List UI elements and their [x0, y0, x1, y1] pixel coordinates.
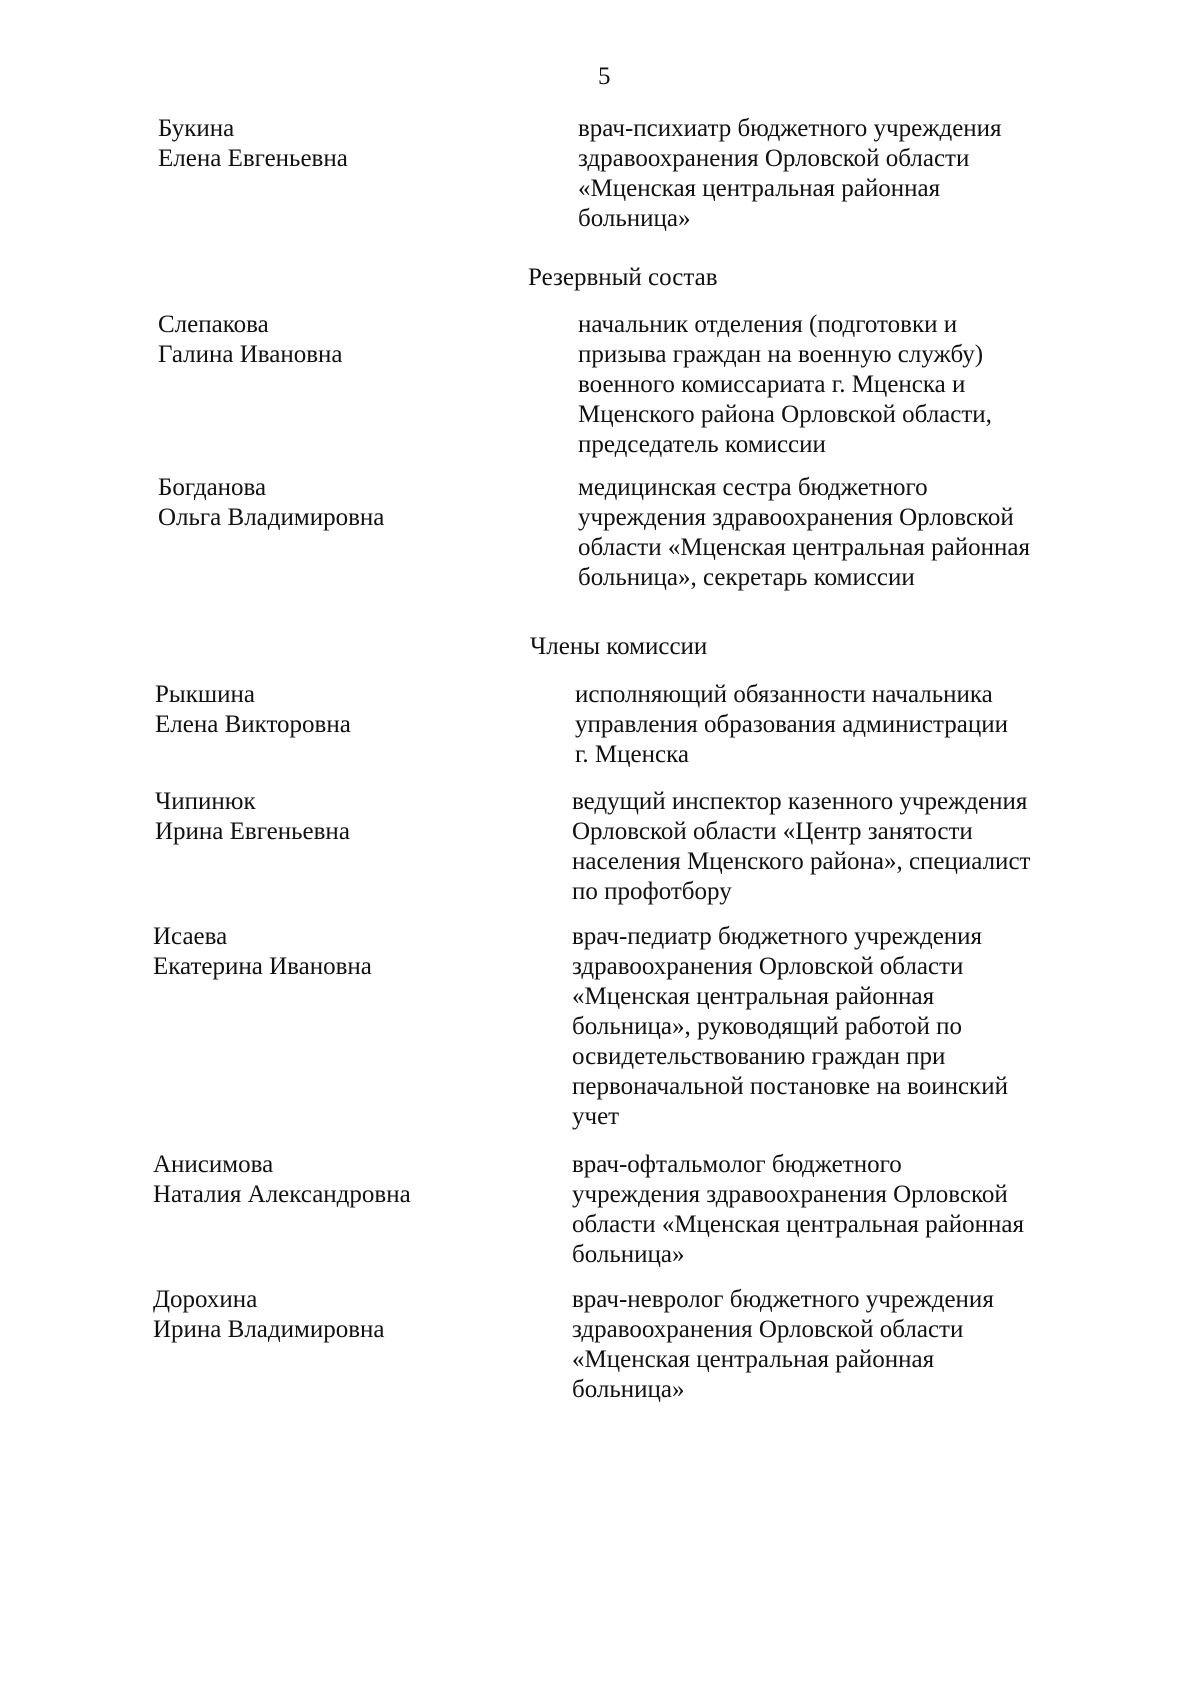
member-name: Слепакова Галина Ивановна	[158, 311, 343, 368]
member-position: исполняющий обязанности начальника управления образования администрации г. Мценска	[575, 681, 1008, 768]
member-name: Чипинюк Ирина Евгеньевна	[155, 788, 350, 845]
member-name: Букина Елена Евгеньевна	[158, 115, 348, 172]
member-position: врач-офтальмолог бюджетного учреждения здравоохранения Орловской области «Мценская центральная районная больница»	[572, 1151, 1024, 1268]
member-position: медицинская сестра бюджетного учреждения здравоохранения Орловской области «Мценская центральная районная больница», секретарь комиссии	[578, 474, 1030, 591]
member-name: Исаева Екатерина Ивановна	[153, 923, 372, 980]
member-position: начальник отделения (подготовки и призыва граждан на военную службу) военного комиссариата г. Мценска и Мценского района Орловской области, председатель комиссии	[578, 311, 992, 458]
member-position: врач-педиатр бюджетного учреждения здравоохранения Орловской области «Мценская центральная районная больница», руководящий работой по освидетельствованию граждан при первоначальной постановке на воинский учет	[572, 923, 1008, 1130]
member-name: Анисимова Наталия Александровна	[153, 1151, 411, 1208]
member-name: Рыкшина Елена Викторовна	[155, 681, 351, 738]
page-number: 5	[598, 63, 611, 90]
member-position: врач-невролог бюджетного учреждения здравоохранения Орловской области «Мценская центральная районная больница»	[572, 1286, 994, 1403]
member-name: Богданова Ольга Владимировна	[158, 474, 385, 531]
member-position: врач-психиатр бюджетного учреждения здравоохранения Орловской области «Мценская центральная районная больница»	[578, 115, 1002, 232]
members-heading: Члены комиссии	[530, 633, 708, 660]
member-name: Дорохина Ирина Владимировна	[153, 1286, 385, 1343]
member-position: ведущий инспектор казенного учреждения Орловской области «Центр занятости населения Мценского района», специалист по профотбору	[572, 788, 1031, 905]
reserve-heading: Резервный состав	[528, 264, 718, 291]
